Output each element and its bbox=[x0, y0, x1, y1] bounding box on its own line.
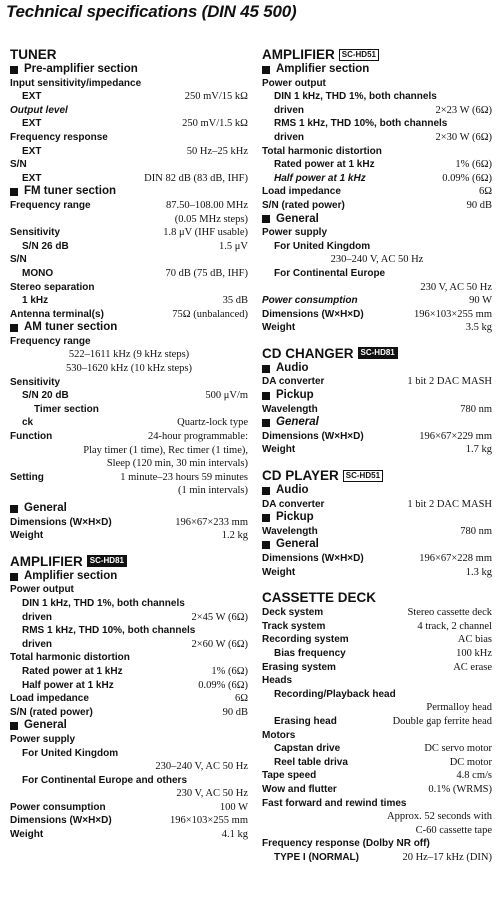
spec-row: driven 2×23 W (6Ω) bbox=[274, 104, 492, 116]
spec-row: Wavelength 780 nm bbox=[262, 403, 492, 415]
model-badge: SC-HD81 bbox=[358, 347, 398, 359]
power-output-label: Power output bbox=[262, 77, 326, 89]
spec-row: Half power at 1 kHz 0.09% (6Ω) bbox=[274, 172, 492, 184]
spec-row: Weight 4.1 kg bbox=[10, 829, 248, 841]
spec-row: 1 kHz 35 dB bbox=[22, 295, 248, 307]
pickup-subheading: Pickup bbox=[262, 511, 492, 525]
power-supply-label: Power supply bbox=[262, 227, 328, 239]
am-subheading: AM tuner section bbox=[10, 321, 248, 335]
spec-row: S/N 20 dB 500 μV/m bbox=[22, 390, 248, 402]
spec-row: Power consumption 90 W bbox=[262, 295, 492, 307]
general-subheading: General bbox=[10, 719, 248, 733]
bullet-square-icon bbox=[262, 487, 270, 495]
sn-label: S/N bbox=[10, 159, 27, 171]
spec-row: Setting 1 minute–23 hours 59 minutes bbox=[10, 471, 248, 483]
spec-value: 530–1620 kHz (10 kHz steps) bbox=[66, 363, 192, 375]
spec-row: Load impedance 6Ω bbox=[262, 186, 492, 198]
input-sensitivity-label: Input sensitivity/impedance bbox=[10, 77, 142, 89]
cassette-deck-heading: CASSETTE DECK bbox=[262, 590, 377, 606]
general-subheading: General bbox=[262, 416, 492, 430]
continental-label: For Continental Europe bbox=[274, 267, 386, 279]
spec-row: Tape speed 4.8 cm/s bbox=[262, 770, 492, 782]
model-badge: SC-HD81 bbox=[87, 555, 127, 567]
thd-label: Total harmonic distortion bbox=[10, 652, 130, 664]
spec-row: EXT 50 Hz–25 kHz bbox=[22, 145, 248, 157]
spec-row: EXT 250 mV/15 kΩ bbox=[22, 91, 248, 103]
sensitivity-label: Sensitivity bbox=[10, 376, 61, 388]
spec-row: Bias frequency 100 kHz bbox=[274, 647, 492, 659]
preamp-subheading: Pre-amplifier section bbox=[10, 63, 248, 77]
right-column bbox=[262, 44, 492, 864]
spec-row: EXT 250 mV/1.5 kΩ bbox=[22, 118, 248, 130]
spec-row: Weight 3.5 kg bbox=[262, 322, 492, 334]
left-column bbox=[10, 44, 248, 842]
spec-row: Weight 1.2 kg bbox=[10, 530, 248, 542]
spec-row: S/N (rated power) 90 dB bbox=[262, 199, 492, 211]
bullet-square-icon bbox=[10, 505, 18, 513]
uk-label: For United Kingdom bbox=[274, 240, 371, 252]
continental-label: For Continental Europe and others bbox=[22, 774, 188, 786]
tuner-heading: TUNER bbox=[10, 47, 57, 62]
frequency-response-label: Frequency response bbox=[10, 131, 108, 143]
spec-row: Deck system Stereo cassette deck bbox=[262, 607, 492, 619]
spec-row: Rated power at 1 kHz 1% (6Ω) bbox=[274, 159, 492, 171]
spec-row: driven 2×45 W (6Ω) bbox=[22, 611, 248, 623]
spec-row: DA converter 1 bit 2 DAC MASH bbox=[262, 498, 492, 510]
audio-subheading: Audio bbox=[262, 484, 492, 498]
general-subheading: General bbox=[262, 213, 492, 227]
spec-row: Wavelength 780 nm bbox=[262, 525, 492, 537]
spec-row: Track system 4 track, 2 channel bbox=[262, 620, 492, 632]
bullet-square-icon bbox=[10, 324, 18, 332]
spec-row: Reel table driva DC motor bbox=[274, 756, 492, 768]
spec-row: Wow and flutter 0.1% (WRMS) bbox=[262, 783, 492, 795]
spec-row: Dimensions (W×H×D) 196×103×255 mm bbox=[10, 815, 248, 827]
spec-value: 230 V, AC 50 Hz bbox=[176, 788, 248, 800]
spec-row: Dimensions (W×H×D) 196×67×229 mm bbox=[262, 430, 492, 442]
rp-head-label: Recording/Playback head bbox=[274, 688, 396, 700]
spec-row: MONO 70 dB (75 dB, IHF) bbox=[22, 267, 248, 279]
ff-rewind-label: Fast forward and rewind times bbox=[262, 797, 407, 809]
spec-row: driven 2×30 W (6Ω) bbox=[274, 131, 492, 143]
spec-value: 230–240 V, AC 50 Hz bbox=[330, 254, 424, 266]
spec-row: Load impedance 6Ω bbox=[10, 693, 248, 705]
power-supply-label: Power supply bbox=[10, 733, 76, 745]
output-level-label: Output level bbox=[10, 104, 68, 116]
bullet-square-icon bbox=[262, 365, 270, 373]
din-line: DIN 1 kHz, THD 1%, both channels bbox=[22, 597, 185, 609]
power-output-label: Power output bbox=[10, 584, 74, 596]
spec-value: 230–240 V, AC 50 Hz bbox=[155, 761, 248, 773]
spec-row: Rated power at 1 kHz 1% (6Ω) bbox=[22, 665, 248, 677]
timer-section-label: Timer section bbox=[34, 403, 99, 415]
spec-row: Weight 1.7 kg bbox=[262, 444, 492, 456]
spec-value-continued: Sleep (120 min, 30 min intervals) bbox=[106, 458, 248, 470]
cd-player-heading: CD PLAYER SC-HD51 bbox=[262, 467, 492, 484]
cd-changer-heading: CD CHANGER SC-HD81 bbox=[262, 345, 492, 362]
bullet-square-icon bbox=[262, 419, 270, 427]
spec-row: Capstan drive DC servo motor bbox=[274, 743, 492, 755]
bullet-square-icon bbox=[262, 541, 270, 549]
spec-value-continued: (1 min intervals) bbox=[178, 485, 248, 497]
spec-row: driven 2×60 W (6Ω) bbox=[22, 638, 248, 650]
page-title: Technical specifications (DIN 45 500) bbox=[6, 2, 297, 21]
spec-row: DA converter 1 bit 2 DAC MASH bbox=[262, 376, 492, 388]
frequency-range-label: Frequency range bbox=[10, 335, 91, 347]
uk-label: For United Kingdom bbox=[22, 747, 119, 759]
pickup-subheading: Pickup bbox=[262, 389, 492, 403]
spec-row: Half power at 1 kHz 0.09% (6Ω) bbox=[22, 679, 248, 691]
general-subheading: General bbox=[262, 538, 492, 552]
spec-row: Erasing system AC erase bbox=[262, 661, 492, 673]
din-line: DIN 1 kHz, THD 1%, both channels bbox=[274, 91, 437, 103]
spec-row: Sensitivity 1.8 μV (IHF usable) bbox=[10, 227, 248, 239]
spec-value: Permalloy head bbox=[426, 702, 492, 714]
fm-subheading: FM tuner section bbox=[10, 185, 248, 199]
motors-label: Motors bbox=[262, 729, 296, 741]
spec-row: EXT DIN 82 dB (83 dB, IHF) bbox=[22, 172, 248, 184]
bullet-square-icon bbox=[262, 392, 270, 400]
spec-row: TYPE I (NORMAL) 20 Hz–17 kHz (DIN) bbox=[274, 851, 492, 863]
spec-row: Dimensions (W×H×D) 196×67×228 mm bbox=[262, 553, 492, 564]
spec-row: Dimensions (W×H×D) 196×103×255 mm bbox=[262, 308, 492, 320]
amplifier-section-subheading: Amplifier section bbox=[262, 63, 492, 77]
spec-row: Frequency range 87.50–108.00 MHz bbox=[10, 199, 248, 211]
model-badge: SC-HD51 bbox=[343, 470, 383, 482]
spec-row: Recording system AC bias bbox=[262, 634, 492, 646]
spec-value: C-60 cassette tape bbox=[415, 824, 492, 836]
spec-row: Antenna terminal(s) 75Ω (unbalanced) bbox=[10, 308, 248, 320]
heads-label: Heads bbox=[262, 675, 293, 687]
bullet-square-icon bbox=[10, 188, 18, 196]
audio-subheading: Audio bbox=[262, 362, 492, 376]
amplifier-section-subheading: Amplifier section bbox=[10, 570, 248, 584]
spec-row: S/N 26 dB 1.5 μV bbox=[22, 240, 248, 252]
sn-label: S/N bbox=[10, 254, 27, 266]
bullet-square-icon bbox=[262, 215, 270, 223]
bullet-square-icon bbox=[262, 66, 270, 74]
bullet-square-icon bbox=[10, 66, 18, 74]
spec-value-continued: Play timer (1 time), Rec timer (1 time), bbox=[83, 444, 248, 456]
amplifier-hd81-heading: AMPLIFIER SC-HD81 bbox=[10, 553, 248, 570]
amplifier-hd51-heading: AMPLIFIER SC-HD51 bbox=[262, 46, 492, 63]
spec-row: Weight 1.3 kg bbox=[262, 566, 492, 578]
spec-row: Power consumption 100 W bbox=[10, 801, 248, 813]
bullet-square-icon bbox=[10, 573, 18, 581]
spec-row: S/N (rated power) 90 dB bbox=[10, 706, 248, 718]
spec-value: 522–1611 kHz (9 kHz steps) bbox=[68, 349, 190, 361]
rms-line: RMS 1 kHz, THD 10%, both channels bbox=[22, 625, 196, 637]
bullet-square-icon bbox=[10, 722, 18, 730]
model-badge: SC-HD51 bbox=[339, 49, 379, 61]
frequency-response-label: Frequency response (Dolby NR off) bbox=[262, 838, 430, 850]
rms-line: RMS 1 kHz, THD 10%, both channels bbox=[274, 118, 448, 130]
spec-row: Erasing head Double gap ferrite head bbox=[274, 715, 492, 727]
spec-value: Approx. 52 seconds with bbox=[387, 811, 492, 823]
spec-row: Dimensions (W×H×D) 196×67×233 mm bbox=[10, 516, 248, 528]
spec-value: 230 V, AC 50 Hz bbox=[420, 281, 492, 293]
spec-row: Function 24-hour programmable: bbox=[10, 431, 248, 443]
bullet-square-icon bbox=[262, 514, 270, 522]
thd-label: Total harmonic distortion bbox=[262, 145, 382, 157]
general-subheading: General bbox=[10, 502, 248, 516]
spec-value-continued: (0.05 MHz steps) bbox=[174, 213, 248, 225]
stereo-separation-label: Stereo separation bbox=[10, 281, 95, 293]
spec-row: ck Quartz-lock type bbox=[22, 417, 248, 429]
